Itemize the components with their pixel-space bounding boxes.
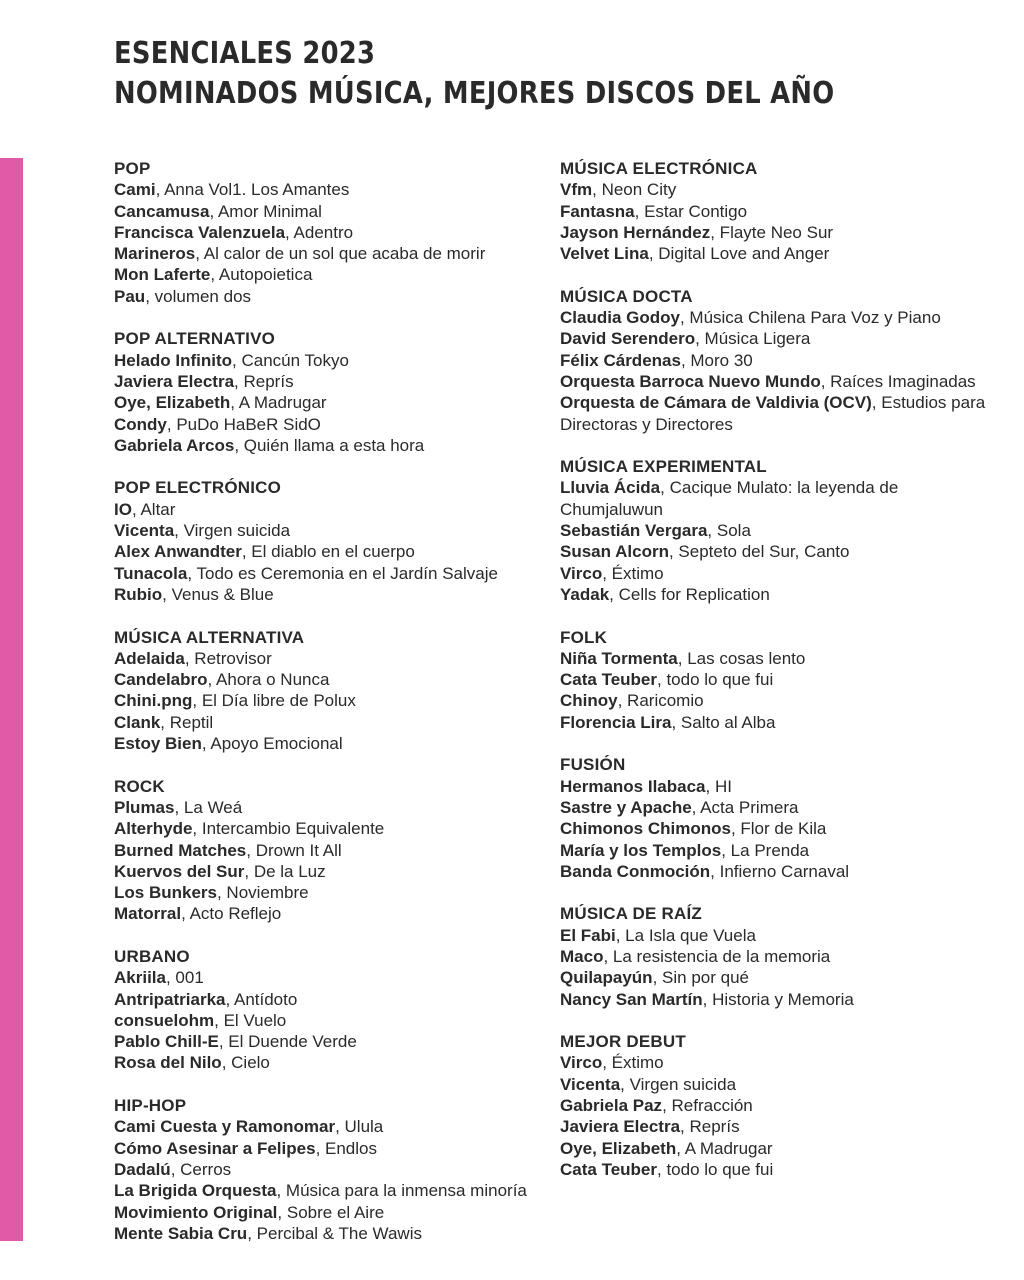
artist-name: Oye, Elizabeth bbox=[114, 393, 231, 413]
category-section bbox=[114, 1095, 534, 1244]
title-line-2: NOMINADOS MÚSICA, MEJORES DISCOS DEL AÑO bbox=[114, 76, 835, 111]
nominee-entry bbox=[560, 243, 1000, 264]
artist-name: Vicenta bbox=[560, 1074, 621, 1094]
album-title: , Septeto del Sur, Canto bbox=[668, 542, 850, 562]
album-title: , El Día libre de Polux bbox=[192, 691, 356, 711]
nominee-entry bbox=[114, 350, 534, 371]
nominee-entry bbox=[560, 371, 1000, 392]
artist-name: Pau bbox=[114, 286, 146, 306]
nominee-entry bbox=[560, 776, 1000, 797]
category-section bbox=[560, 286, 1000, 435]
nominee-entry bbox=[560, 797, 1000, 818]
artist-name: Cata Teuber bbox=[560, 670, 657, 690]
nominee-entry bbox=[114, 371, 534, 392]
nominee-entry bbox=[114, 1180, 534, 1201]
artist-name: Cata Teuber bbox=[560, 1159, 657, 1179]
nominee-entry bbox=[560, 541, 1000, 562]
nominee-entry bbox=[560, 946, 1000, 967]
nominee-entry bbox=[114, 264, 534, 285]
album-title: , Cancún Tokyo bbox=[232, 350, 349, 370]
nominee-entry bbox=[114, 797, 534, 818]
artist-name: Félix Cárdenas bbox=[560, 350, 681, 370]
nominee-entry bbox=[114, 903, 534, 924]
artist-name: Helado Infinito bbox=[114, 350, 233, 370]
artist-name: Gabriela Arcos bbox=[114, 435, 235, 455]
nominee-entry bbox=[560, 1159, 1000, 1180]
nominee-entry bbox=[560, 350, 1000, 371]
category-title: MÚSICA EXPERIMENTAL bbox=[560, 457, 767, 477]
category-title: POP bbox=[114, 159, 151, 178]
album-title: , Percibal & The Wawis bbox=[247, 1223, 422, 1243]
nominee-entry bbox=[114, 1138, 534, 1159]
nominee-entry bbox=[560, 1138, 1000, 1159]
category-section bbox=[560, 903, 1000, 1009]
nominee-entry bbox=[114, 733, 534, 754]
category-title: FUSIÓN bbox=[560, 755, 626, 775]
album-title: , Amor Minimal bbox=[209, 201, 322, 221]
album-title: , Drown It All bbox=[246, 840, 342, 860]
album-title: , Reprís bbox=[680, 1117, 740, 1137]
artist-name: Cancamusa bbox=[114, 201, 210, 221]
artist-name: Orquesta de Cámara de Valdivia (OCV) bbox=[560, 393, 872, 413]
category-title: MÚSICA DE RAÍZ bbox=[560, 904, 702, 924]
artist-name: Cami bbox=[114, 180, 156, 200]
artist-name: Alex Anwandter bbox=[114, 542, 242, 562]
nominee-entry bbox=[114, 520, 534, 541]
album-title: , Apoyo Emocional bbox=[201, 734, 343, 754]
artist-name: Chini.png bbox=[114, 691, 193, 711]
album-title: , La Prenda bbox=[721, 840, 810, 860]
category-title: FOLK bbox=[560, 627, 608, 647]
nominee-entry bbox=[114, 1031, 534, 1052]
artist-name: Claudia Godoy bbox=[560, 308, 680, 328]
nominee-entry bbox=[114, 861, 534, 882]
nominee-entry bbox=[114, 286, 534, 307]
artist-name: Chimonos Chimonos bbox=[560, 819, 731, 839]
artist-name: Virco bbox=[560, 1053, 603, 1073]
album-title: , El diablo en el cuerpo bbox=[241, 542, 415, 562]
album-title: , Cells for Replication bbox=[609, 584, 770, 604]
album-title: , Digital Love and Anger bbox=[648, 244, 830, 264]
nominee-entry bbox=[560, 989, 1000, 1010]
artist-name: David Serendero bbox=[560, 329, 696, 349]
album-title: , Todo es Ceremonia en el Jardín Salvaje bbox=[187, 563, 498, 583]
artist-name: La Brigida Orquesta bbox=[114, 1181, 277, 1201]
category-section bbox=[560, 158, 1000, 264]
album-title: , Refracción bbox=[662, 1096, 753, 1116]
nominee-entry bbox=[114, 1116, 534, 1137]
album-title: , Flayte Neo Sur bbox=[710, 222, 834, 242]
album-title: , Historia y Memoria bbox=[702, 989, 854, 1009]
artist-name: Oye, Elizabeth bbox=[560, 1138, 677, 1158]
artist-name: Mente Sabia Cru bbox=[114, 1223, 248, 1243]
album-title: , Éxtimo bbox=[602, 563, 664, 583]
artist-name: Susan Alcorn bbox=[560, 542, 669, 562]
album-title: , Raricomio bbox=[617, 691, 704, 711]
artist-name: Akriila bbox=[114, 968, 166, 988]
album-title: , Al calor de un sol que acaba de morir bbox=[195, 244, 486, 264]
artist-name: Javiera Electra bbox=[114, 371, 235, 391]
album-title: , volumen dos bbox=[145, 286, 252, 306]
category-section bbox=[114, 627, 534, 755]
artist-name: Burned Matches bbox=[114, 840, 247, 860]
album-title: , Autopoietica bbox=[210, 265, 313, 285]
nominee-entry bbox=[114, 541, 534, 562]
artist-name: Niña Tormenta bbox=[560, 648, 678, 668]
artist-name: Alterhyde bbox=[114, 819, 193, 839]
artist-name: Orquesta Barroca Nuevo Mundo bbox=[560, 371, 821, 391]
artist-name: Velvet Lina bbox=[560, 244, 649, 264]
nominee-entry bbox=[560, 690, 1000, 711]
artist-name: IO bbox=[114, 499, 132, 519]
nominee-entry bbox=[114, 882, 534, 903]
nominee-entry bbox=[560, 669, 1000, 690]
artist-name: consuelohm bbox=[114, 1010, 215, 1030]
category-title: POP ELECTRÓNICO bbox=[114, 478, 282, 498]
nominee-entry bbox=[560, 392, 1000, 435]
album-title: , A Madrugar bbox=[230, 393, 327, 413]
album-title: , todo lo que fui bbox=[657, 670, 774, 690]
album-title: , Anna Vol1. Los Amantes bbox=[155, 180, 350, 200]
album-title: , La Isla que Vuela bbox=[615, 925, 756, 945]
category-title: ROCK bbox=[114, 776, 165, 796]
album-title: , El Duende Verde bbox=[218, 1032, 357, 1052]
nominee-entry bbox=[114, 1052, 534, 1073]
artist-name: Lluvia Ácida bbox=[560, 478, 661, 498]
artist-name: Los Bunkers bbox=[114, 883, 217, 903]
category-section bbox=[114, 477, 534, 605]
nominee-entry bbox=[114, 669, 534, 690]
category-section bbox=[560, 627, 1000, 733]
artist-name: María y los Templos bbox=[560, 840, 722, 860]
artist-name: Rosa del Nilo bbox=[114, 1053, 222, 1073]
album-title: , La Weá bbox=[174, 797, 243, 817]
album-title: , Cerros bbox=[170, 1159, 232, 1179]
nominee-entry bbox=[114, 818, 534, 839]
artist-name: Candelabro bbox=[114, 670, 208, 690]
artist-name: Javiera Electra bbox=[560, 1117, 681, 1137]
artist-name: Estoy Bien bbox=[114, 734, 202, 754]
nominee-entry bbox=[114, 648, 534, 669]
nominee-entry bbox=[114, 989, 534, 1010]
category-title: MEJOR DEBUT bbox=[560, 1032, 686, 1052]
album-title: , Ulula bbox=[335, 1117, 384, 1137]
album-title: , Cacique Mulato: la leyenda de Chumjaluwun bbox=[560, 478, 899, 519]
left-column bbox=[114, 158, 534, 1265]
album-title: , Noviembre bbox=[216, 883, 309, 903]
artist-name: Plumas bbox=[114, 797, 175, 817]
album-title: , Flor de Kila bbox=[730, 819, 827, 839]
nominee-entry bbox=[560, 648, 1000, 669]
album-title: , Música Ligera bbox=[695, 329, 811, 349]
nominee-entry bbox=[114, 201, 534, 222]
nominee-entry bbox=[114, 690, 534, 711]
album-title: , Música para la inmensa minoría bbox=[276, 1181, 527, 1201]
category-title: HIP-HOP bbox=[114, 1096, 187, 1116]
artist-name: Yadak bbox=[560, 584, 610, 604]
right-column bbox=[560, 158, 1000, 1202]
album-title: , Acta Primera bbox=[691, 797, 799, 817]
album-title: , Acto Reflejo bbox=[181, 904, 282, 924]
artist-name: Banda Conmoción bbox=[560, 861, 711, 881]
artist-name: Vicenta bbox=[114, 521, 175, 541]
nominee-entry bbox=[114, 967, 534, 988]
title-line-1: ESENCIALES 2023 bbox=[114, 36, 376, 71]
artist-name: Chinoy bbox=[560, 691, 618, 711]
nominee-entry bbox=[114, 243, 534, 264]
category-section bbox=[114, 946, 534, 1074]
album-title: , El Vuelo bbox=[214, 1010, 287, 1030]
album-title: , La resistencia de la memoria bbox=[603, 946, 831, 966]
album-title: , Moro 30 bbox=[680, 350, 753, 370]
nominee-entry bbox=[560, 563, 1000, 584]
artist-name: Movimiento Original bbox=[114, 1202, 278, 1222]
album-title: , Sobre el Aire bbox=[277, 1202, 385, 1222]
nominee-entry bbox=[114, 222, 534, 243]
nominee-entry bbox=[114, 435, 534, 456]
category-section bbox=[560, 754, 1000, 882]
album-title: , Infierno Carnaval bbox=[710, 861, 850, 881]
nominee-entry bbox=[560, 925, 1000, 946]
album-title: , Venus & Blue bbox=[162, 584, 274, 604]
artist-name: Jayson Hernández bbox=[560, 222, 711, 242]
nominee-entry bbox=[560, 861, 1000, 882]
album-title: , Virgen suicida bbox=[174, 521, 291, 541]
nominee-entry bbox=[114, 840, 534, 861]
nominee-entry bbox=[560, 1074, 1000, 1095]
nominee-entry bbox=[560, 1095, 1000, 1116]
nominee-entry bbox=[560, 520, 1000, 541]
nominee-entry bbox=[114, 563, 534, 584]
artist-name: Sebastián Vergara bbox=[560, 521, 708, 541]
nominee-entry bbox=[560, 818, 1000, 839]
album-title: , Estar Contigo bbox=[634, 201, 748, 221]
artist-name: Tunacola bbox=[114, 563, 188, 583]
page-title bbox=[114, 34, 834, 114]
nominee-entry bbox=[114, 712, 534, 733]
artist-name: Virco bbox=[560, 563, 603, 583]
category-section bbox=[560, 1031, 1000, 1180]
album-title: , 001 bbox=[165, 968, 204, 988]
category-title: MÚSICA ELECTRÓNICA bbox=[560, 159, 758, 178]
artist-name: Sastre y Apache bbox=[560, 797, 692, 817]
nominee-entry bbox=[560, 179, 1000, 200]
nominee-entry bbox=[560, 1052, 1000, 1073]
album-title: , Las cosas lento bbox=[677, 648, 806, 668]
category-title: MÚSICA DOCTA bbox=[560, 286, 693, 306]
nominee-entry bbox=[560, 584, 1000, 605]
album-title: , Sola bbox=[707, 521, 751, 541]
nominee-entry bbox=[560, 712, 1000, 733]
artist-name: Rubio bbox=[114, 584, 163, 604]
album-title: , Neon City bbox=[592, 180, 677, 200]
artist-name: Pablo Chill-E bbox=[114, 1032, 219, 1052]
album-title: , Virgen suicida bbox=[620, 1074, 737, 1094]
artist-name: Florencia Lira bbox=[560, 712, 672, 732]
artist-name: Fantasna bbox=[560, 201, 635, 221]
album-title: , Reptil bbox=[160, 712, 214, 732]
nominee-entry bbox=[114, 1223, 534, 1244]
artist-name: Marineros bbox=[114, 244, 196, 264]
category-section bbox=[114, 776, 534, 925]
nominee-entry bbox=[560, 201, 1000, 222]
nominee-entry bbox=[114, 414, 534, 435]
nominee-entry bbox=[114, 1159, 534, 1180]
artist-name: Quilapayún bbox=[560, 968, 653, 988]
album-title: , PuDo HaBeR SidO bbox=[166, 414, 321, 434]
artist-name: Dadalú bbox=[114, 1159, 171, 1179]
artist-name: Adelaida bbox=[114, 648, 185, 668]
category-section bbox=[114, 158, 534, 307]
album-title: , Raíces Imaginadas bbox=[820, 371, 976, 391]
nominee-entry bbox=[114, 499, 534, 520]
album-title: , Salto al Alba bbox=[671, 712, 776, 732]
album-title: , Reprís bbox=[234, 371, 294, 391]
album-title: , Adentro bbox=[285, 222, 354, 242]
artist-name: Hermanos Ilabaca bbox=[560, 776, 706, 796]
album-title: , todo lo que fui bbox=[657, 1159, 774, 1179]
artist-name: Matorral bbox=[114, 904, 182, 924]
nominee-entry bbox=[114, 392, 534, 413]
album-title: , Intercambio Equivalente bbox=[192, 819, 385, 839]
category-title: URBANO bbox=[114, 946, 190, 966]
artist-name: Kuervos del Sur bbox=[114, 861, 245, 881]
nominee-entry bbox=[560, 840, 1000, 861]
album-title: , HI bbox=[705, 776, 732, 796]
album-title: , Antídoto bbox=[225, 989, 298, 1009]
album-title: , Quién llama a esta hora bbox=[234, 435, 425, 455]
artist-name: Maco bbox=[560, 946, 604, 966]
nominee-entry bbox=[114, 1202, 534, 1223]
nominee-entry bbox=[114, 1010, 534, 1031]
album-title: , De la Luz bbox=[244, 861, 326, 881]
artist-name: Vfm bbox=[560, 180, 593, 200]
nominee-entry bbox=[114, 179, 534, 200]
category-section bbox=[560, 456, 1000, 605]
album-title: , Cielo bbox=[221, 1053, 270, 1073]
artist-name: Antripatriarka bbox=[114, 989, 226, 1009]
album-title: , Retrovisor bbox=[184, 648, 272, 668]
album-title: , Altar bbox=[131, 499, 176, 519]
nominee-entry bbox=[560, 1116, 1000, 1137]
artist-name: Clank bbox=[114, 712, 161, 732]
album-title: , Ahora o Nunca bbox=[207, 670, 330, 690]
nominee-entry bbox=[560, 222, 1000, 243]
artist-name: Cómo Asesinar a Felipes bbox=[114, 1138, 316, 1158]
artist-name: Cami Cuesta y Ramonomar bbox=[114, 1117, 336, 1137]
album-title: , Música Chilena Para Voz y Piano bbox=[679, 308, 941, 328]
category-section bbox=[114, 328, 534, 456]
artist-name: Condy bbox=[114, 414, 167, 434]
album-title: , A Madrugar bbox=[676, 1138, 773, 1158]
category-title: POP ALTERNATIVO bbox=[114, 329, 276, 349]
pink-accent-bar bbox=[0, 158, 23, 1241]
album-title: , Éxtimo bbox=[602, 1053, 664, 1073]
nominee-entry bbox=[560, 967, 1000, 988]
album-title: , Endlos bbox=[315, 1138, 377, 1158]
nominee-entry bbox=[114, 584, 534, 605]
nominee-entry bbox=[560, 477, 1000, 520]
artist-name: Gabriela Paz bbox=[560, 1096, 663, 1116]
artist-name: Mon Laferte bbox=[114, 265, 211, 285]
nominee-entry bbox=[560, 328, 1000, 349]
artist-name: El Fabi bbox=[560, 925, 616, 945]
category-title: MÚSICA ALTERNATIVA bbox=[114, 627, 305, 647]
album-title: , Estudios para Directoras y Directores bbox=[560, 393, 986, 434]
artist-name: Francisca Valenzuela bbox=[114, 222, 286, 242]
nominee-entry bbox=[560, 307, 1000, 328]
album-title: , Sin por qué bbox=[652, 968, 749, 988]
artist-name: Nancy San Martín bbox=[560, 989, 703, 1009]
